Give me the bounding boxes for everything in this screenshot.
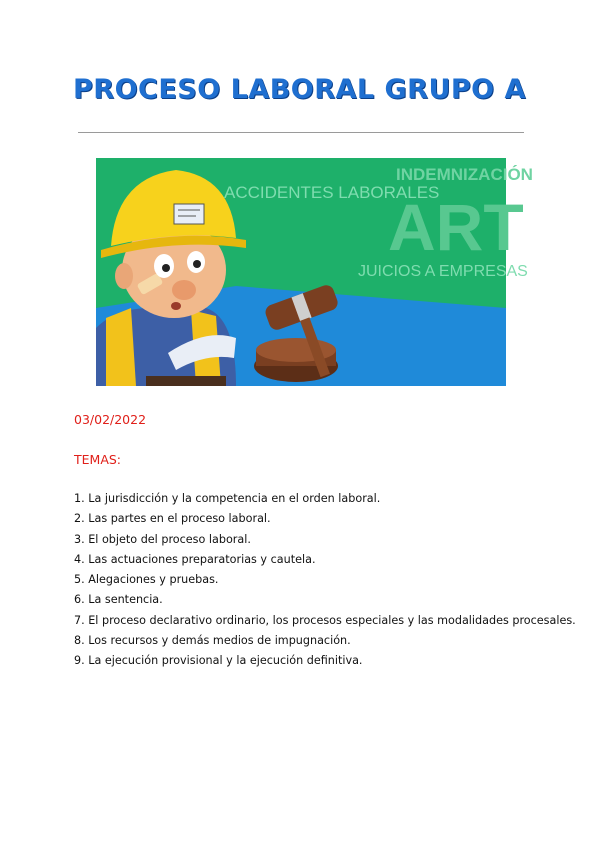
topic-item: 4. Las actuaciones preparatorias y cautela. <box>74 552 316 566</box>
topic-item: 8. Los recursos y demás medios de impugnación. <box>74 634 351 648</box>
divider <box>78 132 524 133</box>
topic-item: 6. La sentencia. <box>74 593 163 607</box>
page-title: PROCESO LABORAL GRUPO A <box>73 74 526 105</box>
banner-text-top: INDEMNIZACIÓN <box>396 165 533 184</box>
topic-item: 3. El objeto del proceso laboral. <box>74 532 251 546</box>
banner-image <box>96 158 533 386</box>
topics-list <box>74 489 576 672</box>
topic-item: 1. La jurisdicción y la competencia en el orden laboral. <box>74 492 381 505</box>
banner-text-left: ACCIDENTES LABORALES <box>224 183 440 202</box>
topic-item: 7. El proceso declarativo ordinario, los procesos especiales y las modalidades procesales. <box>74 613 576 627</box>
banner-text-big: ART <box>388 190 524 264</box>
temas-label: TEMAS: <box>74 452 122 467</box>
topic-item: 9. La ejecución provisional y la ejecución definitiva. <box>74 654 363 668</box>
topic-item: 2. Las partes en el proceso laboral. <box>74 512 271 526</box>
date: 03/02/2022 <box>74 412 147 427</box>
banner-text-bottom: JUICIOS A EMPRESAS <box>358 263 528 280</box>
topic-item: 5. Alegaciones y pruebas. <box>74 573 219 587</box>
